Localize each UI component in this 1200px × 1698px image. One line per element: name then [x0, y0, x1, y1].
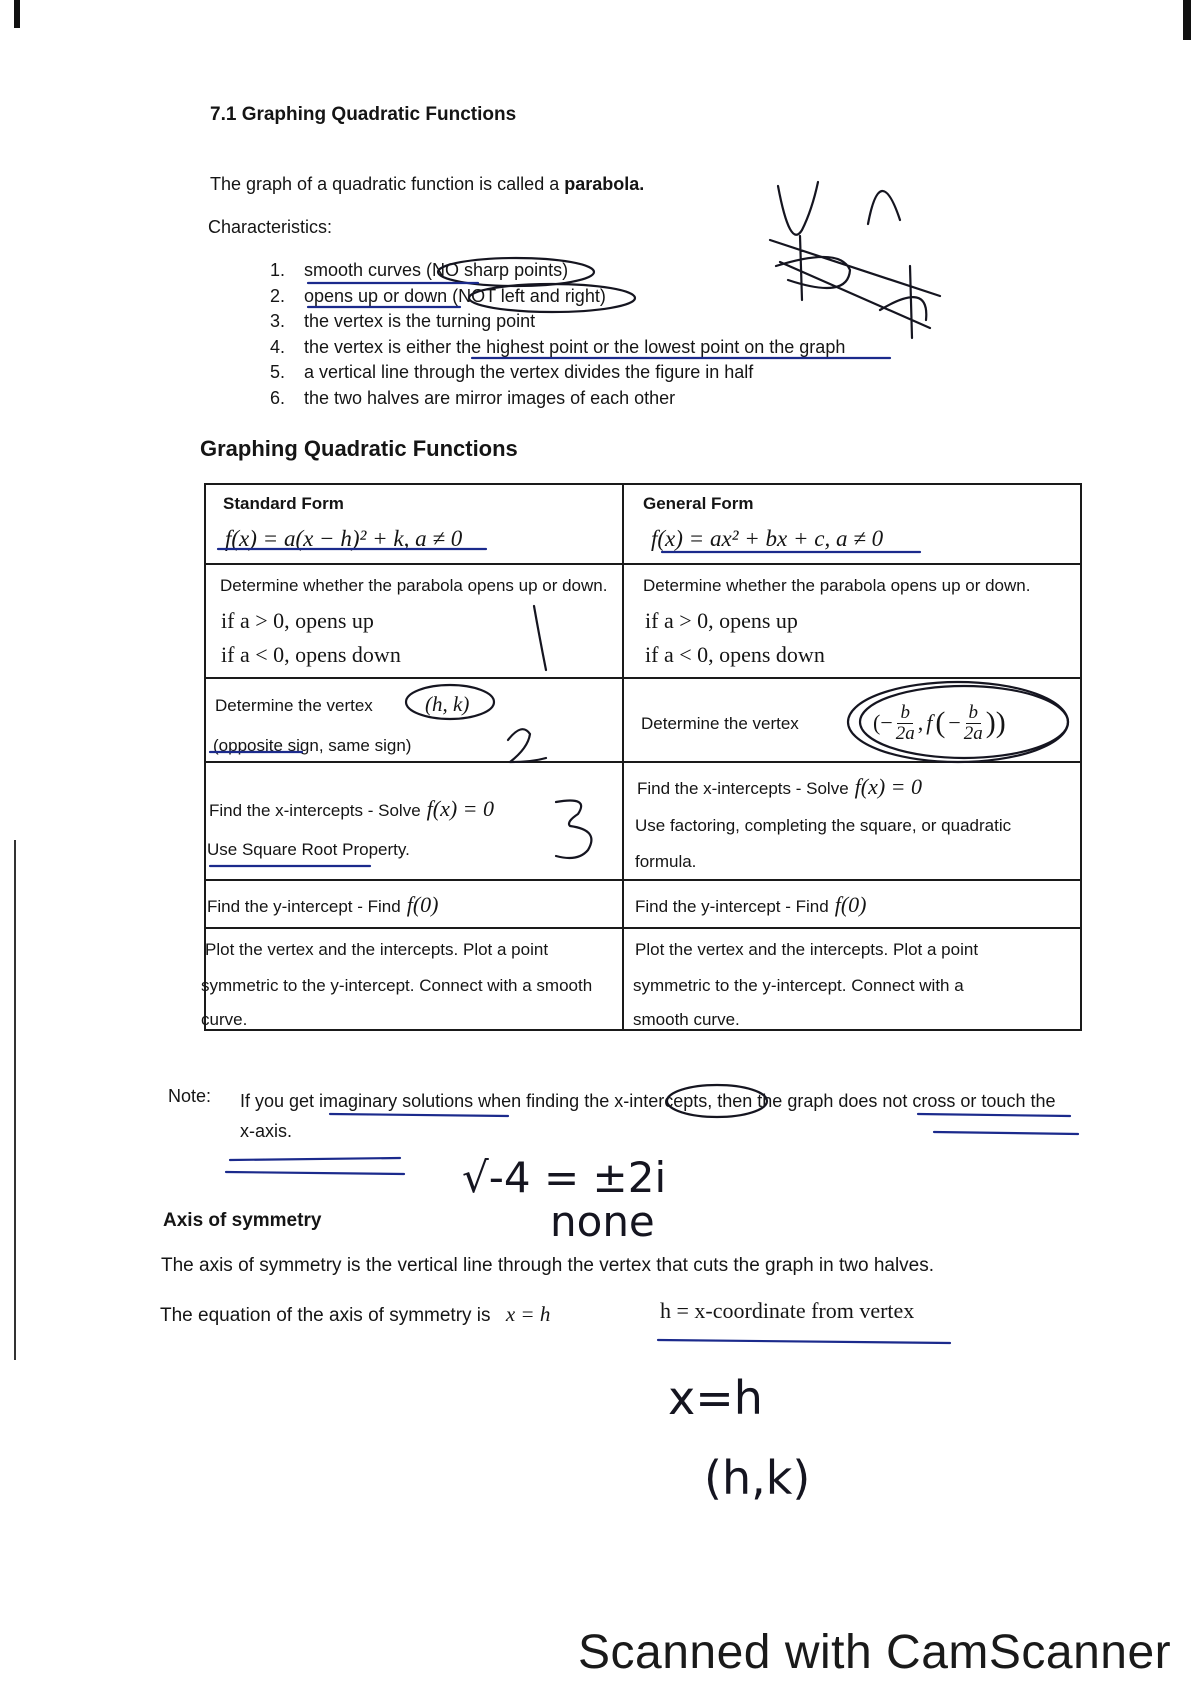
general-vertex-label: Determine the vertex [641, 714, 799, 733]
axis-equation-line: The equation of the axis of symmetry is x = h [160, 1302, 551, 1326]
general-plot-line3: smooth curve. [633, 1010, 740, 1029]
axis-definition: The axis of symmetry is the vertical line through the vertex that cuts the graph in two halves. [161, 1255, 935, 1276]
standard-xint-label: Find the x-intercepts - Solve f(x) = 0 [209, 796, 495, 821]
scan-edge-right [1183, 0, 1191, 40]
scanner-watermark: Scanned with CamScanner [578, 1626, 1172, 1679]
characteristics-list [270, 258, 845, 411]
general-form-header: General Form [643, 494, 754, 513]
standard-vertex-value: (h, k) [425, 692, 470, 716]
list-item: 2. opens up or down (NOT left and right) [270, 285, 606, 306]
standard-xint-method: Use Square Root Property. [207, 840, 410, 859]
standard-plot-line1: Plot the vertex and the intercepts. Plot a point [205, 940, 549, 959]
general-plot-line1: Plot the vertex and the intercepts. Plot a point [635, 940, 979, 959]
parabola-up-sketch [778, 182, 818, 235]
general-xint-method-line2: formula. [635, 852, 697, 871]
general-xint-method-line1: Use factoring, completing the square, or quadratic [635, 816, 1012, 835]
standard-plot-line3: curve. [201, 1010, 248, 1029]
hand-hk: (h,k) [704, 1451, 811, 1505]
list-item: 1. smooth curves (NO sharp points) [270, 260, 569, 280]
list-item: 4. the vertex is either the highest point or the lowest point on the graph [270, 336, 846, 357]
standard-opens-down: if a < 0, opens down [221, 642, 401, 667]
general-vertex-value: (− $\frac{b}{2a}$ , f ( − $\frac{b}{2a}$ )) [873, 701, 1006, 744]
general-opens-label: Determine whether the parabola opens up or down. [643, 576, 1031, 595]
hand-sqrt-example: √-4 = ±2i [462, 1153, 667, 1202]
scan-edge-left [14, 0, 20, 28]
vertex-fraction-2: $\frac{b}{2a}$ [963, 701, 983, 744]
standard-vertex-note: (opposite sign, same sign) [213, 736, 412, 755]
general-form-formula: f(x) = ax² + bx + c, a ≠ 0 [651, 526, 884, 551]
standard-form-header: Standard Form [223, 494, 344, 513]
general-yint-label: Find the y-intercept - Find f(0) [635, 892, 867, 917]
note-label: Note: [168, 1086, 212, 1106]
standard-opens-up: if a > 0, opens up [221, 608, 374, 633]
intro-bold-word: parabola. [564, 174, 645, 194]
list-item: 6. the two halves are mirror images of each other [270, 387, 676, 408]
document-title: 7.1 Graphing Quadratic Functions [210, 104, 517, 125]
standard-form-formula: f(x) = a(x − h)² + k, a ≠ 0 [225, 526, 463, 551]
hand-none: none [550, 1197, 655, 1246]
section-heading: Graphing Quadratic Functions [200, 436, 518, 461]
list-item: 3. the vertex is the turning point [270, 311, 536, 331]
parabola-down-sketch [868, 191, 900, 224]
note-text: If you get imaginary solutions when finding the x-intercepts, then the graph does not cross or touch the x-axis. [240, 1091, 1056, 1141]
standard-yint-label: Find the y-intercept - Find f(0) [207, 892, 439, 917]
characteristics-label: Characteristics: [208, 217, 333, 237]
axis-h-note: h = x-coordinate from vertex [660, 1298, 915, 1323]
axis-heading: Axis of symmetry [163, 1210, 322, 1231]
vertex-fraction: $\frac{b}{2a}$ [895, 701, 915, 744]
standard-vertex-label: Determine the vertex [215, 696, 373, 715]
standard-plot-line2: symmetric to the y-intercept. Connect with a smooth [201, 976, 593, 995]
forms-table [185, 478, 1085, 1038]
intro-text: The graph of a quadratic function is called a [210, 174, 565, 194]
intro-sentence [210, 174, 644, 195]
general-opens-down: if a < 0, opens down [645, 642, 825, 667]
scan-edge-left-margin [14, 840, 16, 1360]
general-opens-up: if a > 0, opens up [645, 608, 798, 633]
general-plot-line2: symmetric to the y-intercept. Connect with a [633, 976, 964, 995]
list-item: 5. a vertical line through the vertex divides the figure in half [270, 362, 754, 382]
general-xint-label: Find the x-intercepts - Solve f(x) = 0 [637, 774, 923, 799]
standard-opens-label: Determine whether the parabola opens up or down. [220, 576, 608, 595]
hand-x-eq-h: x=h [668, 1371, 763, 1425]
